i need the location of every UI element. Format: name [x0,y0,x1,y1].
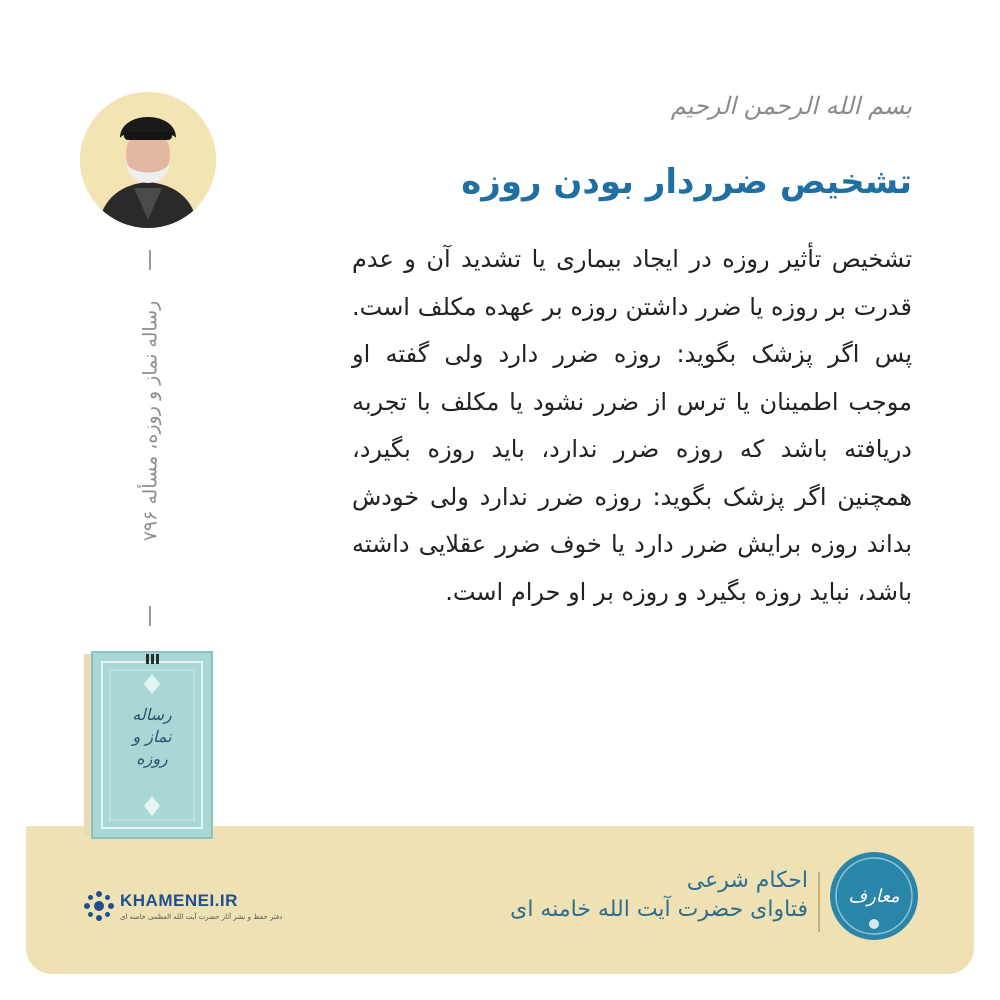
source-caption-wrap [138,256,162,586]
brand-name: KHAMENEI.IR [120,891,238,910]
page-title: تشخیص ضرردار بودن روزه [461,162,912,202]
book-title-line1: رساله [132,705,172,724]
body-text: تشخیص تأثیر روزه در ایجاد بیماری یا تشدید آن و عدم قدرت بر روزه یا ضرر داشتن روزه بر عهده مکلف است. پس اگر پزشک بگوید: روزه ضرر دارد ولی گفته او موجب اطمینان یا ترس از ضرر نشود یا مکلف با تجربه دریافته باشد که روزه ضرر ندارد، باید روزه بگیرد، همچنین اگر پزشک بگوید: روزه ضرر ندارد ولی خودش بداند روزه برایش ضرر دارد یا خوف ضرر عقلایی داشته باشد، نباید روزه بگیرد و روزه بر او حرام است. [352,245,912,606]
divider-bottom [149,606,151,626]
portrait-image [80,92,216,228]
footer-divider [818,872,820,932]
book-title-line2: نماز و روزه [132,727,172,768]
maaref-logo-text: معارف [848,885,900,907]
khamenei-logo-icon [82,889,116,923]
maaref-logo-icon [830,852,918,940]
book-cover-image [82,650,214,840]
portrait-illustration [80,92,216,228]
footer-caption [510,868,808,922]
khamenei-brand[interactable] [82,886,282,926]
bismillah: بسم الله الرحمن الرحیم [670,92,912,120]
footer-line1: احکام شرعی [686,868,808,893]
footer-line2: فتاوای حضرت آیت الله خامنه ای [510,897,808,922]
source-caption: رساله نماز و روزه، مسأله ۷۹۶ [139,300,162,542]
brand-subtitle: دفتر حفظ و نشر آثار حضرت آیت الله العظمی خامنه ای [120,913,283,921]
book-title [118,704,186,770]
